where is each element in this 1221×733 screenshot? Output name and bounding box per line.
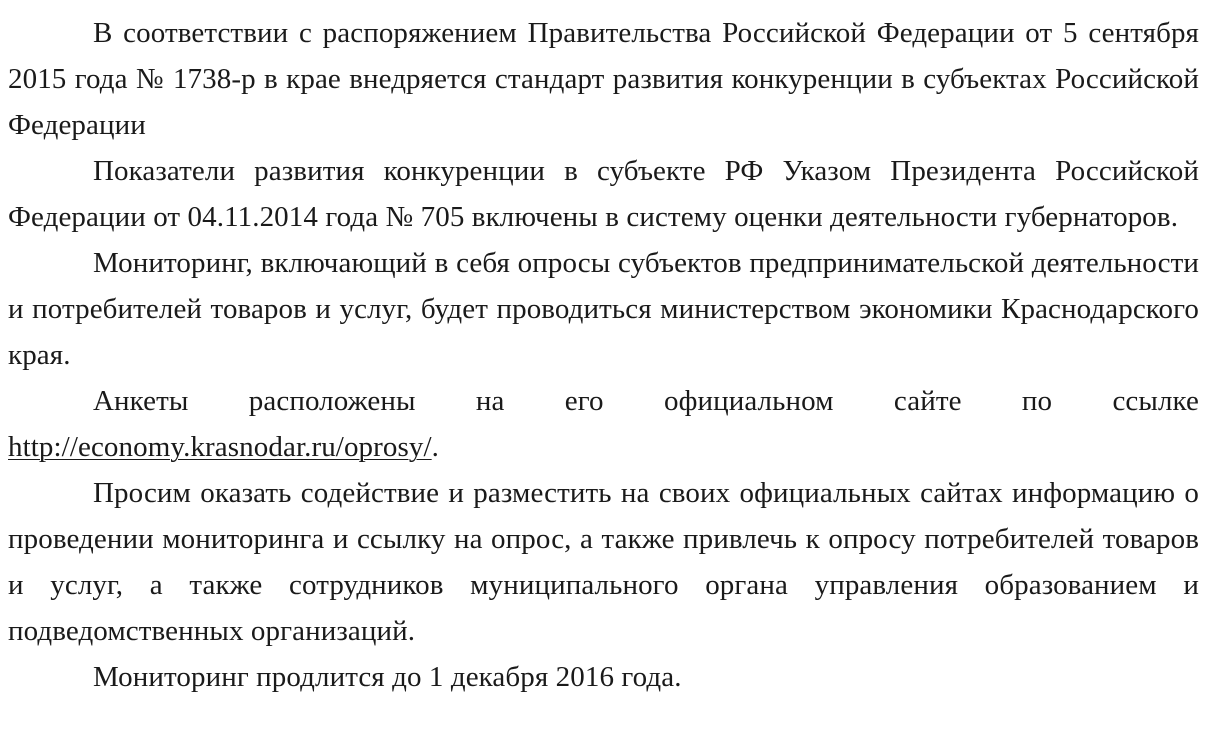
- paragraph-monitoring-deadline: Мониторинг продлится до 1 декабря 2016 года.: [93, 661, 682, 693]
- paragraph-survey-link: [8, 378, 1199, 470]
- paragraph-request-assistance: Просим оказать содействие и разместить на своих официальных сайтах информацию о проведении мониторинга и ссылку на опрос, а также привлечь к опросу потребителей товаров и услуг, а также сотрудников муниципального органа управления образованием и подведомственных организаций.: [8, 477, 1199, 647]
- paragraph-monitoring-surveys: Мониторинг, включающий в себя опросы субъектов предпринимательской деятельности и потребителей товаров и услуг, будет проводиться министерством экономики Краснодарского края.: [8, 247, 1199, 371]
- survey-link-intro: Анкеты расположены на его официальном сайте по ссылке: [93, 385, 1199, 417]
- survey-link-suffix: .: [431, 431, 440, 463]
- survey-link[interactable]: http://economy.krasnodar.ru/oprosy/: [8, 431, 432, 463]
- paragraph-competition-standard: В соответствии с распоряжением Правительства Российской Федерации от 5 сентября 2015 года № 1738-р в крае внедряется стандарт развития конкуренции в субъектах Российской Федерации: [8, 17, 1199, 141]
- paragraph-governor-evaluation: Показатели развития конкуренции в субъекте РФ Указом Президента Российской Федерации от 04.11.2014 года № 705 включены в систему оценки деятельности губернаторов.: [8, 155, 1199, 233]
